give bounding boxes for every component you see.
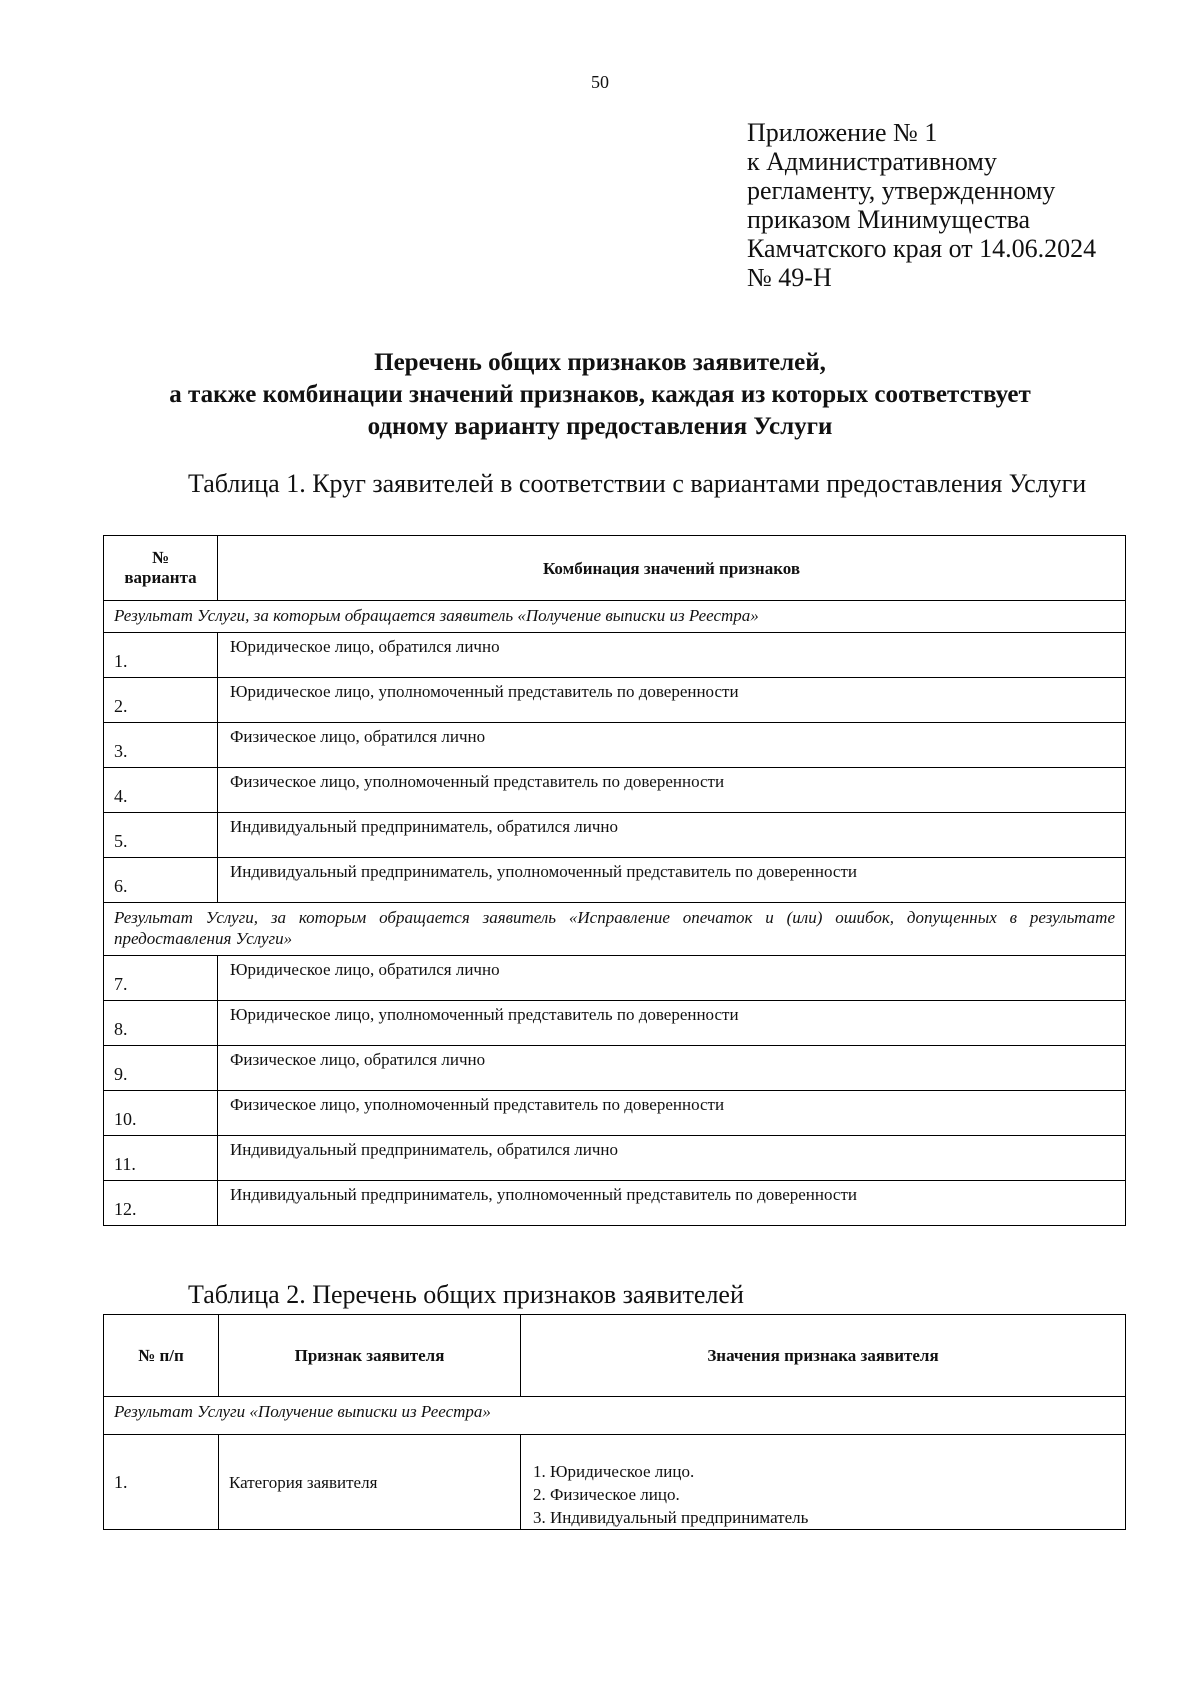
appendix-line: Приложение № 1 (747, 118, 938, 147)
appendix-note (747, 118, 1167, 292)
variant-number: 6. (104, 858, 218, 903)
variant-combination: Физическое лицо, обратился лично (218, 1046, 1126, 1091)
appendix-line: к Административному (747, 147, 997, 176)
variant-number: 10. (104, 1091, 218, 1136)
table-row (104, 678, 1126, 723)
page-number: 50 (591, 72, 609, 92)
table-row (104, 723, 1126, 768)
appendix-line: № 49-Н (747, 263, 832, 292)
variant-combination: Индивидуальный предприниматель, обратился лично (218, 1136, 1126, 1181)
variant-number: 3. (104, 723, 218, 768)
value-item: 2. Физическое лицо. (533, 1485, 680, 1504)
row-attribute: Категория заявителя (219, 1435, 521, 1530)
table-row (104, 813, 1126, 858)
variant-combination: Индивидуальный предприниматель, уполномоченный представитель по доверенности (218, 1181, 1126, 1226)
variant-combination: Юридическое лицо, уполномоченный представитель по доверенности (218, 1001, 1126, 1046)
variants-table (103, 535, 1126, 1226)
section-row (104, 1397, 1126, 1435)
header-combination: Комбинация значений признаков (218, 536, 1126, 601)
header-number: № п/п (104, 1315, 219, 1397)
variant-combination: Юридическое лицо, уполномоченный представитель по доверенности (218, 678, 1126, 723)
variant-number: 2. (104, 678, 218, 723)
value-item: 3. Индивидуальный предприниматель (533, 1508, 809, 1527)
value-item: 1. Юридическое лицо. (533, 1462, 695, 1481)
variant-combination: Индивидуальный предприниматель, уполномоченный представитель по доверенности (218, 858, 1126, 903)
section-title: Результат Услуги, за которым обращается заявитель «Исправление опечаток и (или) ошибок, допущенных в результате предоставления Услуги» (104, 903, 1126, 956)
document-title (60, 347, 1140, 443)
title-line: а также комбинации значений признаков, каждая из которых соответствует (169, 381, 1031, 408)
table2-caption: Таблица 2. Перечень общих признаков заявителей (188, 1280, 744, 1309)
variant-number: 8. (104, 1001, 218, 1046)
header-num-word: варианта (124, 568, 197, 587)
table-header-row (104, 1315, 1126, 1397)
table1-caption: Таблица 1. Круг заявителей в соответствии с вариантами предоставления Услуги (188, 469, 1087, 498)
section-title: Результат Услуги, за которым обращается заявитель «Получение выписки из Реестра» (104, 601, 1126, 633)
table-row (104, 768, 1126, 813)
variant-combination: Индивидуальный предприниматель, обратился лично (218, 813, 1126, 858)
table-row (104, 1091, 1126, 1136)
header-values: Значения признака заявителя (521, 1315, 1126, 1397)
variant-combination: Юридическое лицо, обратился лично (218, 956, 1126, 1001)
variant-number: 12. (104, 1181, 218, 1226)
appendix-line: Камчатского края от 14.06.2024 (747, 234, 1097, 263)
variant-number: 1. (104, 633, 218, 678)
variant-number: 7. (104, 956, 218, 1001)
variant-number: 9. (104, 1046, 218, 1091)
title-line: Перечень общих признаков заявителей, (374, 349, 826, 376)
variant-combination: Физическое лицо, уполномоченный представитель по доверенности (218, 768, 1126, 813)
variant-number: 11. (104, 1136, 218, 1181)
table-row (104, 858, 1126, 903)
header-variant-number (104, 536, 218, 601)
variant-combination: Физическое лицо, обратился лично (218, 723, 1126, 768)
table-row (104, 1181, 1126, 1226)
table-row (104, 633, 1126, 678)
variant-number: 5. (104, 813, 218, 858)
table-row (104, 956, 1126, 1001)
variant-combination: Юридическое лицо, обратился лично (218, 633, 1126, 678)
table-row (104, 1136, 1126, 1181)
section-row (104, 903, 1126, 956)
row-number: 1. (104, 1435, 219, 1530)
header-attribute: Признак заявителя (219, 1315, 521, 1397)
table-row (104, 1435, 1126, 1530)
section-title: Результат Услуги «Получение выписки из Реестра» (104, 1397, 1126, 1435)
row-values (521, 1435, 1126, 1530)
table-header-row (104, 536, 1126, 601)
table-row (104, 1001, 1126, 1046)
attributes-table (103, 1314, 1126, 1530)
appendix-line: регламенту, утвержденному (747, 176, 1056, 205)
section-row (104, 601, 1126, 633)
table-row (104, 1046, 1126, 1091)
title-line: одному варианту предоставления Услуги (367, 413, 833, 440)
appendix-line: приказом Минимущества (747, 205, 1031, 234)
variant-number: 4. (104, 768, 218, 813)
variant-combination: Физическое лицо, уполномоченный представитель по доверенности (218, 1091, 1126, 1136)
header-num-sign: № (151, 548, 170, 567)
